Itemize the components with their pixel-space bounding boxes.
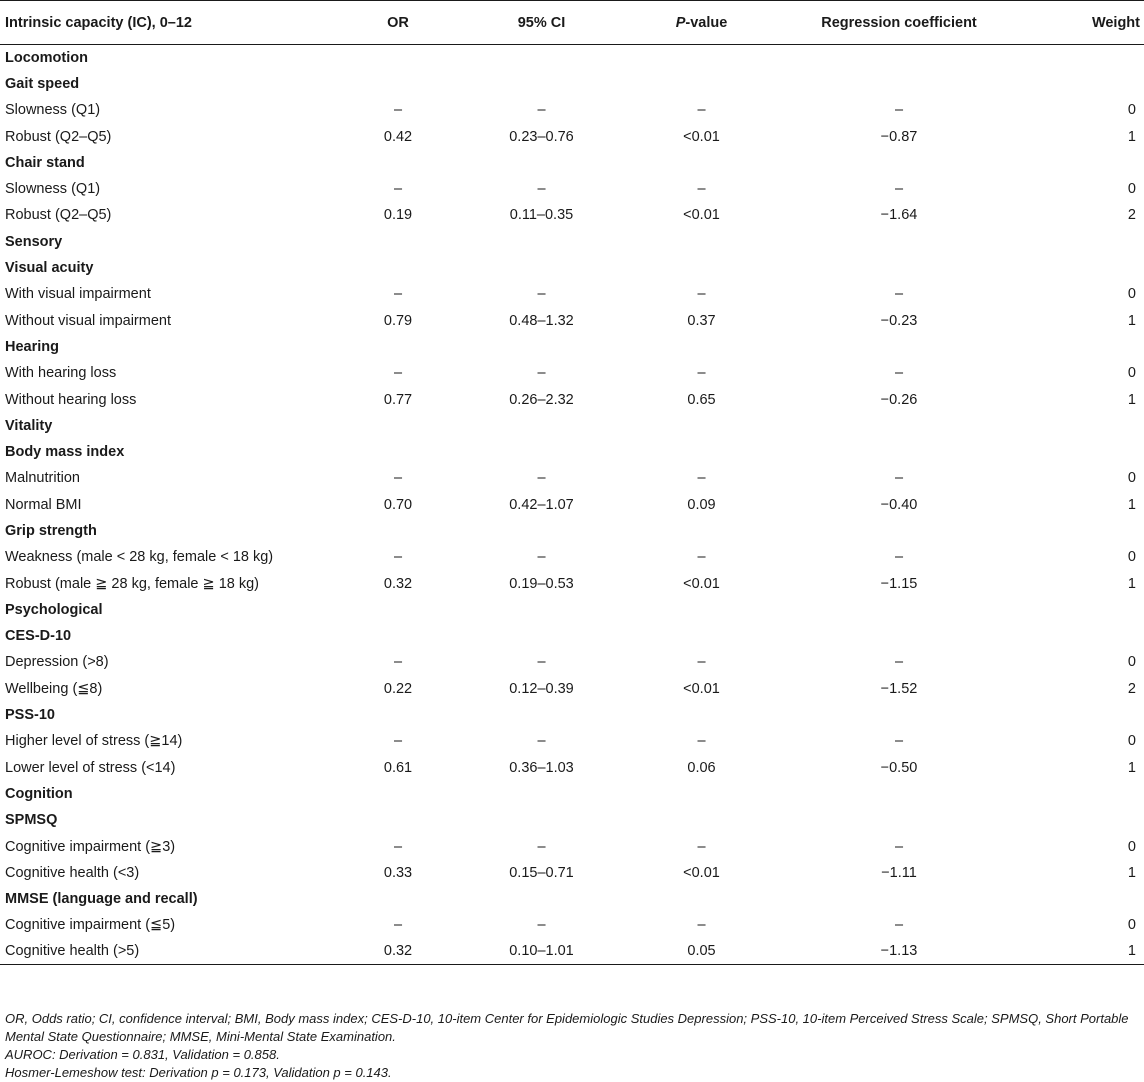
empty-cell	[789, 623, 1009, 649]
cell-pvalue: –	[697, 102, 706, 119]
empty-cell	[614, 702, 789, 728]
empty-cell	[1009, 439, 1144, 465]
table-row	[0, 833, 1144, 859]
section-header-row	[0, 255, 1144, 281]
empty-cell	[327, 781, 469, 807]
cell-pvalue: 0.65	[687, 391, 716, 408]
footnote-abbreviations: OR, Odds ratio; CI, confidence interval; BMI, Body mass index; CES-D-10, 10-item Center for Epidemiologic Studies Depression; PSS-10, 10-item Perceived Stress Scale; SPMSQ, Short Portable Mental State Questionnaire; MMSE, Mini-Mental State Examination.	[5, 1011, 1129, 1044]
empty-cell	[614, 518, 789, 544]
empty-cell	[469, 229, 614, 255]
cell-ci: 0.36–1.03	[509, 759, 574, 776]
empty-cell	[469, 413, 614, 439]
cell-or: 0.79	[383, 312, 413, 329]
table-row	[0, 912, 1144, 938]
cell-coefficient: −0.87	[880, 128, 918, 145]
table-row	[0, 755, 1144, 781]
section-header-row	[0, 807, 1144, 833]
cell-coefficient: –	[894, 102, 904, 119]
section-header-row	[0, 334, 1144, 360]
cell-coefficient: −1.11	[881, 864, 917, 881]
row-label: Robust (male ≧ 28 kg, female ≧ 18 kg)	[5, 575, 259, 592]
empty-cell	[789, 886, 1009, 912]
cell-ci: –	[537, 181, 546, 198]
empty-cell	[1009, 334, 1144, 360]
header-row	[0, 1, 1144, 45]
cell-ci: –	[537, 838, 546, 855]
section-header-row	[0, 623, 1144, 649]
cell-coefficient: −1.52	[880, 680, 918, 697]
row-label: Malnutrition	[5, 470, 80, 487]
row-label: Grip strength	[5, 522, 97, 539]
row-label: Normal BMI	[5, 496, 82, 513]
empty-cell	[469, 702, 614, 728]
cell-pvalue: –	[697, 470, 706, 487]
row-label: PSS-10	[5, 707, 55, 724]
cell-weight: 1	[1127, 864, 1136, 881]
cell-ci: –	[537, 549, 546, 566]
empty-cell	[789, 702, 1009, 728]
empty-cell	[327, 807, 469, 833]
row-label: Lower level of stress (<14)	[5, 759, 176, 776]
cell-or: –	[393, 470, 403, 487]
cell-pvalue: –	[697, 838, 706, 855]
cell-or: 0.42	[383, 128, 413, 145]
cell-or: –	[393, 733, 403, 750]
cell-pvalue: <0.01	[683, 128, 720, 145]
empty-cell	[614, 597, 789, 623]
table-row	[0, 123, 1144, 149]
cell-ci: –	[537, 733, 546, 750]
cell-coefficient: –	[894, 654, 904, 671]
column-header-coefficient: Regression coefficient	[789, 1, 1009, 45]
section-header-row	[0, 413, 1144, 439]
empty-cell	[327, 518, 469, 544]
empty-cell	[789, 334, 1009, 360]
table-row	[0, 939, 1144, 965]
cell-coefficient: −1.64	[880, 207, 918, 224]
cell-coefficient: −0.40	[880, 496, 918, 513]
empty-cell	[327, 150, 469, 176]
empty-cell	[789, 597, 1009, 623]
row-label: Cognitive health (<3)	[5, 864, 140, 881]
empty-cell	[614, 439, 789, 465]
section-header-row	[0, 71, 1144, 97]
section-header-row	[0, 150, 1144, 176]
cell-or: 0.32	[383, 575, 413, 592]
cell-weight: 1	[1127, 575, 1136, 592]
row-label: Cognitive health (>5)	[0, 939, 327, 965]
cell-weight: 1	[1127, 312, 1136, 329]
cell-coefficient: −0.23	[880, 312, 918, 329]
row-label: Weakness (male < 28 kg, female < 18 kg)	[5, 549, 274, 566]
cell-weight: 1	[1009, 939, 1144, 965]
section-header-row	[0, 518, 1144, 544]
empty-cell	[469, 886, 614, 912]
cell-or: 0.33	[383, 864, 413, 881]
cell-pvalue: –	[697, 181, 706, 198]
cell-ci: –	[537, 654, 546, 671]
cell-or: 0.61	[383, 759, 413, 776]
cell-pvalue: –	[697, 733, 706, 750]
pvalue-italic-p: P	[675, 14, 686, 31]
empty-cell	[327, 255, 469, 281]
table-row	[0, 307, 1144, 333]
cell-ci: –	[537, 365, 546, 382]
column-header-or: OR	[327, 1, 469, 45]
cell-coefficient: –	[894, 917, 904, 934]
cell-coefficient: –	[894, 838, 904, 855]
empty-cell	[614, 71, 789, 97]
cell-coefficient: −0.50	[880, 759, 918, 776]
empty-cell	[1009, 229, 1144, 255]
cell-weight: 1	[1127, 391, 1136, 408]
row-label: Visual acuity	[5, 260, 94, 277]
cell-pvalue: <0.01	[683, 680, 720, 697]
row-label: Without hearing loss	[5, 391, 137, 408]
cell-pvalue: –	[697, 365, 706, 382]
empty-cell	[1009, 255, 1144, 281]
cell-pvalue: 0.09	[687, 496, 716, 513]
column-header-weight: Weight	[1009, 1, 1144, 45]
empty-cell	[789, 150, 1009, 176]
cell-coefficient: –	[894, 470, 904, 487]
cell-or: 0.70	[383, 496, 413, 513]
cell-weight: 1	[1127, 759, 1136, 776]
table-row	[0, 728, 1144, 754]
empty-cell	[614, 229, 789, 255]
cell-weight: 1	[1127, 496, 1136, 513]
cell-or: –	[393, 838, 403, 855]
cell-or: –	[393, 365, 403, 382]
cell-weight: 0	[1127, 838, 1136, 855]
table-footnotes	[5, 1010, 1139, 1082]
empty-cell	[327, 597, 469, 623]
cell-pvalue: –	[697, 549, 706, 566]
row-label: Hearing	[5, 338, 59, 355]
table-row	[0, 386, 1144, 412]
row-label: Slowness (Q1)	[5, 102, 101, 119]
cell-or: 0.19	[383, 207, 413, 224]
table-row	[0, 465, 1144, 491]
row-label: Depression (>8)	[5, 654, 109, 671]
table-body	[0, 45, 1144, 965]
empty-cell	[614, 807, 789, 833]
cell-coefficient: –	[894, 286, 904, 303]
empty-cell	[1009, 623, 1144, 649]
cell-pvalue: –	[697, 654, 706, 671]
empty-cell	[789, 518, 1009, 544]
cell-pvalue: 0.05	[614, 939, 789, 965]
column-header-ci: 95% CI	[469, 1, 614, 45]
empty-cell	[327, 45, 469, 71]
empty-cell	[327, 413, 469, 439]
section-header-row	[0, 439, 1144, 465]
empty-cell	[1009, 518, 1144, 544]
row-label: Cognitive impairment (≦5)	[5, 917, 176, 934]
row-label: CES-D-10	[5, 628, 72, 645]
cell-or: –	[393, 286, 403, 303]
column-header-pvalue	[614, 1, 789, 45]
cell-coefficient: –	[894, 549, 904, 566]
cell-or: 0.77	[383, 391, 413, 408]
cell-pvalue: –	[697, 917, 706, 934]
table-row	[0, 570, 1144, 596]
empty-cell	[469, 45, 614, 71]
empty-cell	[1009, 150, 1144, 176]
cell-or: –	[393, 917, 403, 934]
cell-weight: 2	[1127, 680, 1136, 697]
empty-cell	[327, 334, 469, 360]
row-label: Sensory	[5, 233, 63, 250]
cell-coefficient: −1.15	[880, 575, 918, 592]
table-row	[0, 492, 1144, 518]
row-label: Cognition	[5, 785, 73, 802]
cell-weight: 0	[1127, 286, 1136, 303]
row-label: Without visual impairment	[5, 312, 171, 329]
cell-weight: 0	[1127, 365, 1136, 382]
cell-or: –	[393, 549, 403, 566]
empty-cell	[327, 229, 469, 255]
cell-ci: 0.48–1.32	[509, 312, 574, 329]
empty-cell	[789, 229, 1009, 255]
cell-weight: 0	[1127, 470, 1136, 487]
empty-cell	[469, 623, 614, 649]
empty-cell	[327, 886, 469, 912]
table-row	[0, 649, 1144, 675]
empty-cell	[469, 71, 614, 97]
footnote-auroc: AUROC: Derivation = 0.831, Validation = 0.858.	[5, 1047, 280, 1062]
empty-cell	[789, 807, 1009, 833]
cell-coefficient: –	[894, 181, 904, 198]
cell-ci: 0.26–2.32	[509, 391, 574, 408]
cell-weight: 0	[1127, 549, 1136, 566]
table-row	[0, 360, 1144, 386]
row-label: MMSE (language and recall)	[5, 891, 198, 908]
empty-cell	[1009, 781, 1144, 807]
row-label: Psychological	[5, 601, 103, 618]
cell-pvalue: <0.01	[683, 207, 720, 224]
row-label: Chair stand	[5, 154, 85, 171]
cell-weight: 0	[1127, 733, 1136, 750]
empty-cell	[469, 439, 614, 465]
empty-cell	[469, 150, 614, 176]
row-label: Wellbeing (≦8)	[5, 680, 103, 697]
row-label: Vitality	[5, 417, 53, 434]
table-row	[0, 544, 1144, 570]
cell-ci: 0.12–0.39	[509, 680, 574, 697]
empty-cell	[614, 413, 789, 439]
cell-ci: 0.42–1.07	[509, 496, 574, 513]
empty-cell	[469, 334, 614, 360]
cell-ci: 0.11–0.35	[509, 207, 574, 224]
cell-ci: –	[537, 917, 546, 934]
cell-weight: 0	[1127, 181, 1136, 198]
cell-or: 0.22	[383, 680, 413, 697]
empty-cell	[469, 518, 614, 544]
empty-cell	[327, 439, 469, 465]
cell-ci: 0.15–0.71	[509, 864, 574, 881]
empty-cell	[614, 45, 789, 71]
section-header-row	[0, 597, 1144, 623]
row-label: Body mass index	[5, 444, 125, 461]
cell-ci: –	[537, 102, 546, 119]
cell-pvalue: <0.01	[683, 575, 720, 592]
section-header-row	[0, 45, 1144, 71]
empty-cell	[789, 45, 1009, 71]
table-header	[0, 1, 1144, 45]
section-header-row	[0, 702, 1144, 728]
cell-weight: 0	[1127, 102, 1136, 119]
section-header-row	[0, 229, 1144, 255]
cell-or: –	[393, 181, 403, 198]
cell-pvalue: –	[697, 286, 706, 303]
row-label: With hearing loss	[5, 365, 117, 382]
empty-cell	[1009, 886, 1144, 912]
table-row	[0, 202, 1144, 228]
table-row	[0, 860, 1144, 886]
row-label: Slowness (Q1)	[5, 181, 101, 198]
empty-cell	[1009, 71, 1144, 97]
row-label: Locomotion	[5, 49, 88, 66]
empty-cell	[789, 71, 1009, 97]
empty-cell	[614, 623, 789, 649]
cell-coefficient: –	[894, 733, 904, 750]
cell-weight: 1	[1127, 128, 1136, 145]
table-row	[0, 281, 1144, 307]
footnote-hosmer: Hosmer-Lemeshow test: Derivation p = 0.173, Validation p = 0.143.	[5, 1065, 392, 1080]
cell-or: 0.32	[327, 939, 469, 965]
empty-cell	[327, 623, 469, 649]
cell-ci: –	[537, 286, 546, 303]
cell-pvalue: <0.01	[683, 864, 720, 881]
pvalue-suffix: -value	[685, 14, 728, 31]
empty-cell	[469, 781, 614, 807]
cell-weight: 0	[1127, 917, 1136, 934]
empty-cell	[614, 781, 789, 807]
cell-pvalue: 0.06	[687, 759, 716, 776]
cell-ci: –	[537, 470, 546, 487]
empty-cell	[1009, 413, 1144, 439]
section-header-row	[0, 886, 1144, 912]
empty-cell	[789, 439, 1009, 465]
empty-cell	[327, 71, 469, 97]
cell-ci: 0.19–0.53	[509, 575, 574, 592]
cell-weight: 0	[1127, 654, 1136, 671]
row-label: With visual impairment	[5, 286, 151, 303]
empty-cell	[614, 255, 789, 281]
table-row	[0, 676, 1144, 702]
row-label: SPMSQ	[5, 812, 58, 829]
row-label: Robust (Q2–Q5)	[5, 207, 112, 224]
empty-cell	[614, 886, 789, 912]
table-row	[0, 176, 1144, 202]
empty-cell	[1009, 807, 1144, 833]
cell-or: –	[393, 654, 403, 671]
empty-cell	[789, 255, 1009, 281]
row-label: Higher level of stress (≧14)	[5, 733, 183, 750]
empty-cell	[614, 334, 789, 360]
cell-pvalue: 0.37	[687, 312, 716, 329]
empty-cell	[1009, 45, 1144, 71]
empty-cell	[789, 781, 1009, 807]
empty-cell	[327, 702, 469, 728]
empty-cell	[1009, 597, 1144, 623]
cell-coefficient: −1.13	[789, 939, 1009, 965]
cell-weight: 2	[1127, 207, 1136, 224]
empty-cell	[1009, 702, 1144, 728]
cell-or: –	[393, 102, 403, 119]
column-header-ic: Intrinsic capacity (IC), 0–12	[0, 1, 327, 45]
row-label: Cognitive impairment (≧3)	[5, 838, 176, 855]
row-label: Robust (Q2–Q5)	[5, 128, 112, 145]
empty-cell	[469, 597, 614, 623]
empty-cell	[789, 413, 1009, 439]
empty-cell	[469, 255, 614, 281]
cell-ci: 0.10–1.01	[469, 939, 614, 965]
cell-ci: 0.23–0.76	[509, 128, 574, 145]
cell-coefficient: −0.26	[880, 391, 918, 408]
row-label: Gait speed	[5, 75, 80, 92]
empty-cell	[469, 807, 614, 833]
section-header-row	[0, 781, 1144, 807]
cell-coefficient: –	[894, 365, 904, 382]
empty-cell	[614, 150, 789, 176]
table-row	[0, 97, 1144, 123]
